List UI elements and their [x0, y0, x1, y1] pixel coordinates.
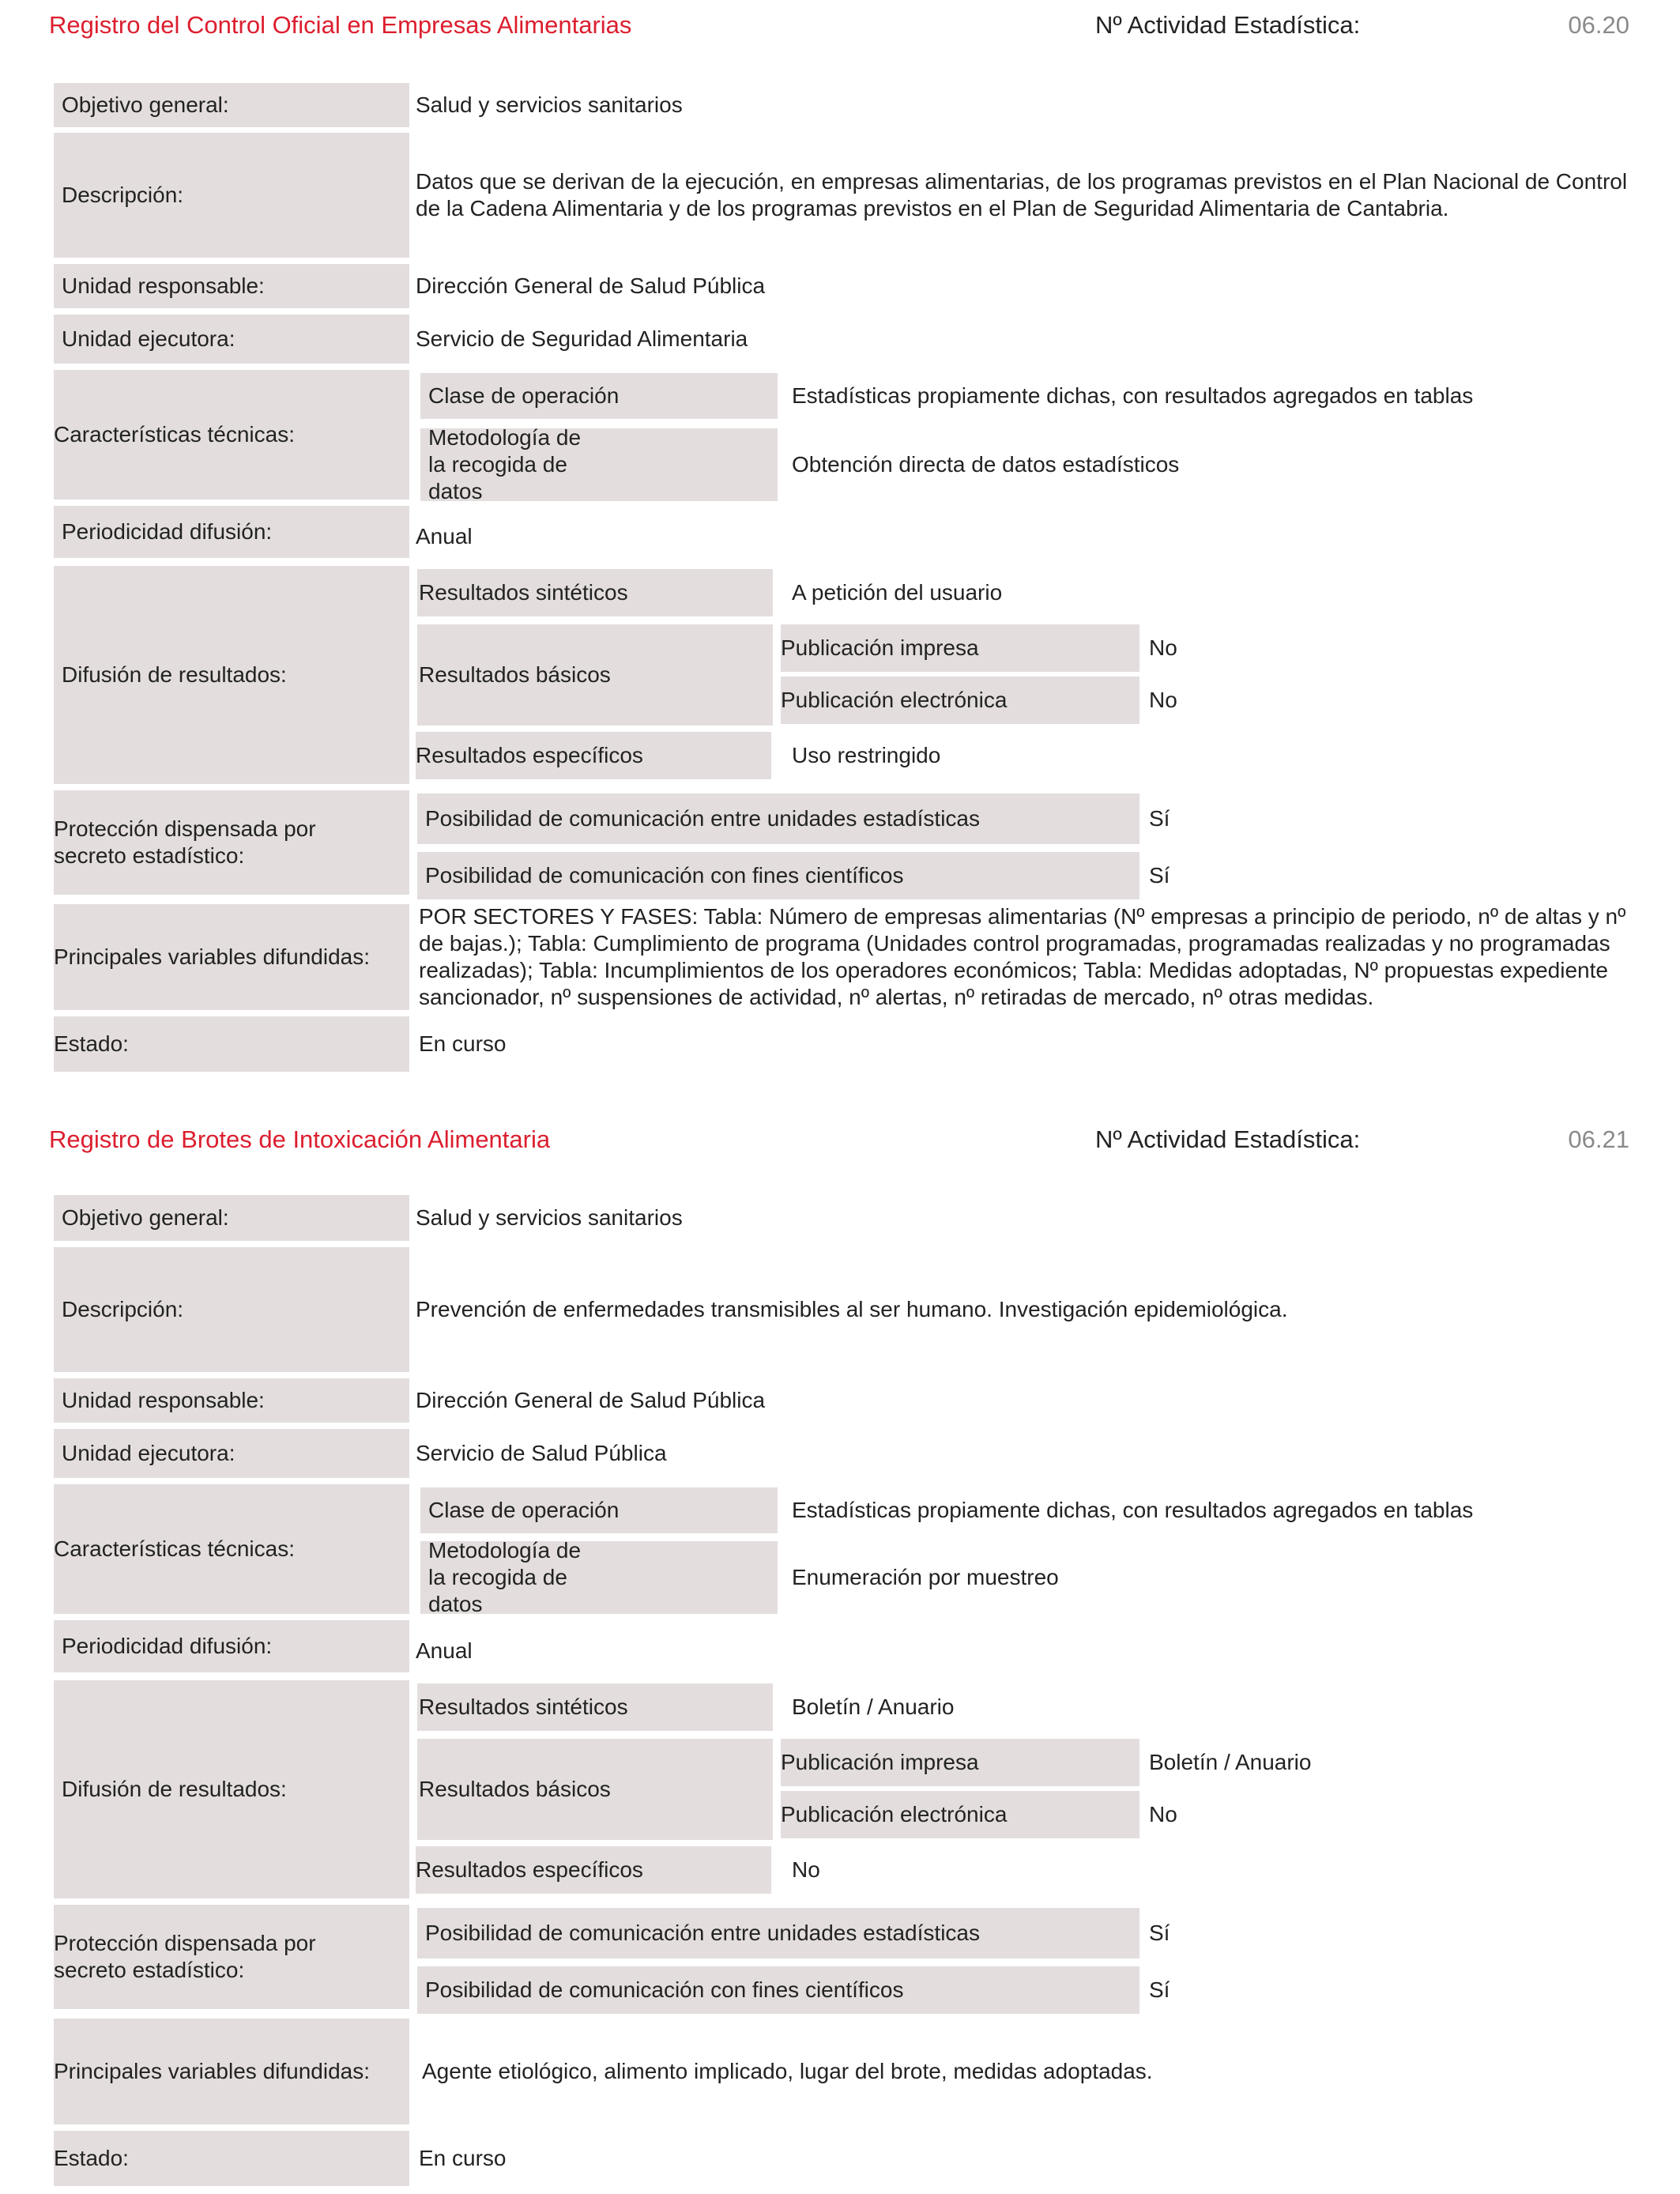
estado-value: En curso — [419, 1031, 507, 1056]
publicacion-electronica-label: Publicación electrónica — [781, 677, 1139, 724]
difusion-label: Difusión de resultados: — [54, 566, 409, 784]
objetivo-value: Salud y servicios sanitarios — [416, 1205, 683, 1230]
comunicacion-fines-value: Sí — [1149, 1977, 1170, 2002]
estado-value: En curso — [419, 2146, 507, 2170]
comunicacion-entre-label: Posibilidad de comunicación entre unidades estadísticas — [417, 1908, 1139, 1958]
variables-label: Principales variables difundidas: — [54, 904, 409, 1010]
unidad-responsable-value: Dirección General de Salud Pública — [416, 273, 766, 298]
resultados-sinteticos-value: A petición del usuario — [792, 580, 1003, 605]
descripcion-value: Prevención de enfermedades transmisibles al ser humano. Investigación epidemiológica. — [416, 1297, 1288, 1321]
unidad-ejecutora-label: Unidad ejecutora: — [54, 1429, 409, 1478]
comunicacion-fines-label: Posibilidad de comunicación con fines científicos — [417, 1966, 1139, 2014]
descripcion-label: Descripción: — [54, 1247, 409, 1372]
publicacion-electronica-value: No — [1149, 1802, 1177, 1826]
proteccion-label: Protección dispensada por secreto estadístico: — [54, 790, 409, 895]
unidad-responsable-value: Dirección General de Salud Pública — [416, 1388, 766, 1412]
publicacion-impresa-label: Publicación impresa — [781, 1739, 1139, 1786]
difusion-label: Difusión de resultados: — [54, 1680, 409, 1898]
comunicacion-entre-label: Posibilidad de comunicación entre unidades estadísticas — [417, 794, 1139, 844]
publicacion-impresa-label: Publicación impresa — [781, 624, 1139, 672]
resultados-basicos-label: Resultados básicos — [417, 1739, 773, 1840]
variables-value: Agente etiológico, alimento implicado, lugar del brote, medidas adoptadas. — [422, 2059, 1153, 2083]
estado-label: Estado: — [54, 2131, 409, 2186]
publicacion-impresa-value: No — [1149, 635, 1177, 660]
comunicacion-entre-value: Sí — [1149, 1921, 1170, 1945]
unidad-ejecutora-value: Servicio de Seguridad Alimentaria — [416, 326, 748, 351]
comunicacion-fines-label: Posibilidad de comunicación con fines científicos — [417, 852, 1139, 899]
periodicidad-value: Anual — [416, 524, 473, 548]
descripcion-label: Descripción: — [54, 133, 409, 258]
descripcion-value: Datos que se derivan de la ejecución, en empresas alimentarias, de los programas previstos en el Plan Nacional de Control de la Cadena Alimentaria y de los programas previstos en el Plan de Seguridad Alimentaria de Cantabria. — [416, 169, 1628, 221]
unidad-responsable-label: Unidad responsable: — [54, 1378, 409, 1423]
unidad-ejecutora-value: Servicio de Salud Pública — [416, 1441, 667, 1465]
proteccion-label: Protección dispensada por secreto estadístico: — [54, 1905, 409, 2009]
resultados-sinteticos-label: Resultados sintéticos — [417, 569, 773, 616]
activity-number: 06.20 — [1568, 11, 1629, 39]
resultados-sinteticos-label: Resultados sintéticos — [417, 1683, 773, 1731]
record-title: Registro de Brotes de Intoxicación Alimentaria — [49, 1125, 551, 1153]
caracteristicas-label: Características técnicas: — [54, 370, 409, 499]
resultados-sinteticos-value: Boletín / Anuario — [792, 1695, 955, 1719]
caracteristicas-label: Características técnicas: — [54, 1484, 409, 1614]
variables-value: POR SECTORES Y FASES: Tabla: Número de empresas alimentarias (Nº empresas a principio de periodo, nº de altas y nº de bajas.); Tabla: Cumplimiento de programa (Unidades control programadas, programadas realizadas y no programadas realizadas); Tabla: Incumplimientos de los operadores económicos; Tabla: Medidas adoptadas, Nº propuestas expediente sancionador, nº suspensiones de actividad, nº alertas, nº retiradas de mercado, nº otras medidas. — [419, 904, 1626, 1009]
publicacion-impresa-value: Boletín / Anuario — [1149, 1750, 1312, 1774]
periodicidad-value: Anual — [416, 1638, 473, 1663]
metodologia-value: Obtención directa de datos estadísticos — [792, 452, 1180, 477]
periodicidad-label: Periodicidad difusión: — [54, 1620, 409, 1672]
objetivo-label: Objetivo general: — [54, 83, 409, 127]
periodicidad-label: Periodicidad difusión: — [54, 506, 409, 558]
resultados-basicos-label: Resultados básicos — [417, 624, 773, 726]
resultados-especificos-label: Resultados específicos — [416, 1846, 771, 1894]
publicacion-electronica-label: Publicación electrónica — [781, 1791, 1139, 1838]
activity-number: 06.21 — [1568, 1125, 1629, 1153]
metodologia-label: Metodología de la recogida de datos — [420, 1541, 778, 1614]
resultados-especificos-value: Uso restringido — [792, 743, 941, 767]
clase-operacion-value: Estadísticas propiamente dichas, con resultados agregados en tablas — [792, 1498, 1474, 1522]
resultados-especificos-value: No — [792, 1857, 820, 1882]
record-title: Registro del Control Oficial en Empresas Alimentarias — [49, 11, 632, 39]
variables-label: Principales variables difundidas: — [54, 2019, 409, 2124]
clase-operacion-label: Clase de operación — [420, 373, 778, 419]
unidad-ejecutora-label: Unidad ejecutora: — [54, 315, 409, 364]
metodologia-label: Metodología de la recogida de datos — [420, 428, 778, 501]
publicacion-electronica-value: No — [1149, 688, 1177, 712]
clase-operacion-value: Estadísticas propiamente dichas, con resultados agregados en tablas — [792, 383, 1474, 408]
resultados-especificos-label: Resultados específicos — [416, 732, 771, 779]
activity-number-label: Nº Actividad Estadística: — [1095, 11, 1361, 39]
objetivo-value: Salud y servicios sanitarios — [416, 92, 683, 117]
unidad-responsable-label: Unidad responsable: — [54, 264, 409, 308]
comunicacion-entre-value: Sí — [1149, 806, 1170, 831]
activity-number-label: Nº Actividad Estadística: — [1095, 1125, 1361, 1153]
objetivo-label: Objetivo general: — [54, 1195, 409, 1241]
metodologia-value: Enumeración por muestreo — [792, 1565, 1059, 1589]
estado-label: Estado: — [54, 1016, 409, 1072]
comunicacion-fines-value: Sí — [1149, 863, 1170, 888]
clase-operacion-label: Clase de operación — [420, 1487, 778, 1533]
